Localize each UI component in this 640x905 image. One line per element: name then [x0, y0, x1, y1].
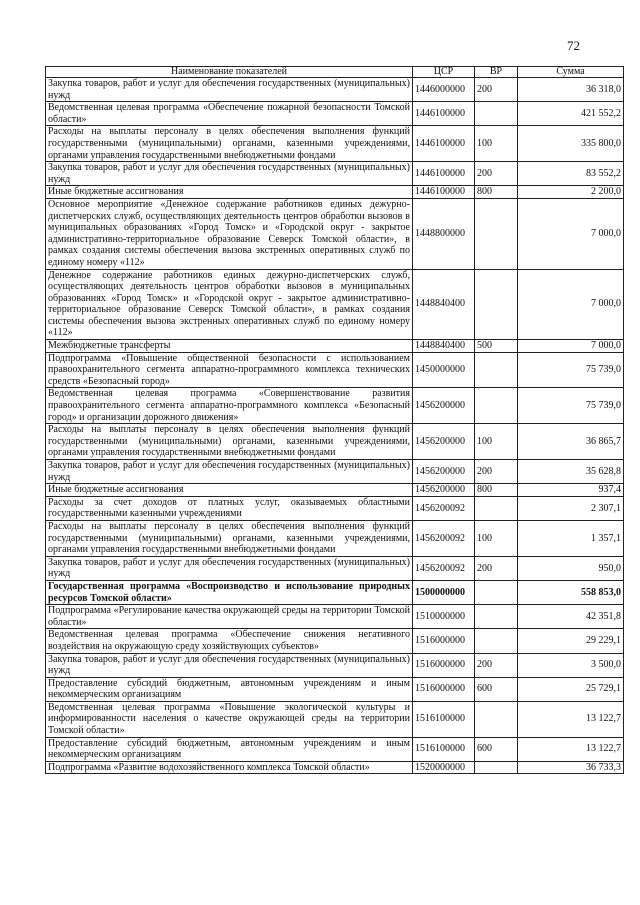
table-row	[46, 102, 624, 126]
vr-cell	[475, 352, 518, 388]
vr-cell: 600	[475, 737, 518, 761]
vr-cell	[475, 605, 518, 629]
name-cell: Предоставление субсидий бюджетным, автономным учреждениям и иным некоммерческим организациям	[46, 677, 413, 701]
table-row	[46, 496, 624, 520]
sum-cell: 335 800,0	[518, 126, 624, 162]
name-cell: Расходы на выплаты персоналу в целях обеспечения выполнения функций государственными (муниципальными) органами, казенными учреждениями, органами управления государственными внебюджетными фондами	[46, 520, 413, 556]
csr-cell: 1446100000	[413, 162, 475, 186]
csr-cell: 1446000000	[413, 78, 475, 102]
sum-cell: 29 229,1	[518, 629, 624, 653]
header-csr: ЦСР	[413, 67, 475, 78]
vr-cell: 800	[475, 484, 518, 497]
name-cell: Подпрограмма «Повышение общественной безопасности с использованием правоохранительного сегмента аппаратно-программного комплекса технических средств «Безопасный город»	[46, 352, 413, 388]
vr-cell	[475, 580, 518, 604]
header-name: Наименование показателей	[46, 67, 413, 78]
sum-cell: 42 351,8	[518, 605, 624, 629]
sum-cell: 2 200,0	[518, 186, 624, 199]
sum-cell: 7 000,0	[518, 269, 624, 340]
sum-cell: 950,0	[518, 556, 624, 580]
name-cell: Закупка товаров, работ и услуг для обеспечения государственных (муниципальных) нужд	[46, 162, 413, 186]
sum-cell: 13 122,7	[518, 737, 624, 761]
name-cell: Подпрограмма «Регулирование качества окружающей среды на территории Томской области»	[46, 605, 413, 629]
vr-cell: 500	[475, 340, 518, 353]
csr-cell: 1446100000	[413, 102, 475, 126]
header-sum: Сумма	[518, 67, 624, 78]
vr-cell: 100	[475, 520, 518, 556]
table-row	[46, 186, 624, 199]
table-row	[46, 340, 624, 353]
name-cell: Расходы на выплаты персоналу в целях обеспечения выполнения функций государственными (муниципальными) органами, казенными учреждениями, органами управления государственными внебюджетными фондами	[46, 424, 413, 460]
name-cell: Иные бюджетные ассигнования	[46, 186, 413, 199]
vr-cell	[475, 102, 518, 126]
vr-cell: 200	[475, 653, 518, 677]
csr-cell: 1500000000	[413, 580, 475, 604]
table-row	[46, 761, 624, 774]
sum-cell: 421 552,2	[518, 102, 624, 126]
table-row	[46, 701, 624, 737]
vr-cell	[475, 629, 518, 653]
name-cell: Ведомственная целевая программа «Обеспечение пожарной безопасности Томской области»	[46, 102, 413, 126]
csr-cell: 1450000000	[413, 352, 475, 388]
csr-cell: 1456200092	[413, 520, 475, 556]
table-row	[46, 269, 624, 340]
csr-cell: 1516000000	[413, 629, 475, 653]
page-number: 72	[567, 38, 580, 53]
header-vr: ВР	[475, 67, 518, 78]
table-header-row	[46, 67, 624, 78]
csr-cell: 1456200000	[413, 388, 475, 424]
name-cell: Закупка товаров, работ и услуг для обеспечения государственных (муниципальных) нужд	[46, 556, 413, 580]
vr-cell: 100	[475, 424, 518, 460]
budget-table	[45, 66, 624, 774]
name-cell: Расходы за счет доходов от платных услуг, оказываемых областными государственными казенными учреждениями	[46, 496, 413, 520]
vr-cell: 200	[475, 162, 518, 186]
csr-cell: 1448840400	[413, 269, 475, 340]
name-cell: Предоставление субсидий бюджетным, автономным учреждениям и иным некоммерческим организациям	[46, 737, 413, 761]
csr-cell: 1456200092	[413, 556, 475, 580]
csr-cell: 1456200000	[413, 424, 475, 460]
sum-cell: 36 318,0	[518, 78, 624, 102]
table-row	[46, 126, 624, 162]
csr-cell: 1446100000	[413, 186, 475, 199]
sum-cell: 7 000,0	[518, 340, 624, 353]
sum-cell: 937,4	[518, 484, 624, 497]
table-row	[46, 484, 624, 497]
vr-cell	[475, 198, 518, 269]
name-cell: Подпрограмма «Развитие водохозяйственного комплекса Томской области»	[46, 761, 413, 774]
vr-cell	[475, 496, 518, 520]
name-cell: Государственная программа «Воспроизводство и использование природных ресурсов Томской области»	[46, 580, 413, 604]
table-row	[46, 580, 624, 604]
sum-cell: 75 739,0	[518, 388, 624, 424]
name-cell: Закупка товаров, работ и услуг для обеспечения государственных (муниципальных) нужд	[46, 653, 413, 677]
name-cell: Основное мероприятие «Денежное содержание работников единых дежурно-диспетчерских служб, осуществляющих деятельность центров обработки вызовов в муниципальных образованиях «Город Томск» и «Городской округ - закрытое административно-территориальное образование Северск Томской области», в рамках создания системы обеспечения вызова экстренных оперативных служб по единому номеру «112»	[46, 198, 413, 269]
name-cell: Иные бюджетные ассигнования	[46, 484, 413, 497]
sum-cell: 25 729,1	[518, 677, 624, 701]
csr-cell: 1520000000	[413, 761, 475, 774]
vr-cell: 200	[475, 556, 518, 580]
csr-cell: 1516100000	[413, 737, 475, 761]
csr-cell: 1456200000	[413, 484, 475, 497]
name-cell: Закупка товаров, работ и услуг для обеспечения государственных (муниципальных) нужд	[46, 78, 413, 102]
table-row	[46, 737, 624, 761]
table-row	[46, 424, 624, 460]
name-cell: Ведомственная целевая программа «Повышение экологической культуры и информированности населения о качестве окружающей среды на территории Томской области»	[46, 701, 413, 737]
sum-cell: 2 307,1	[518, 496, 624, 520]
sum-cell: 36 733,3	[518, 761, 624, 774]
table-row	[46, 162, 624, 186]
csr-cell: 1448840400	[413, 340, 475, 353]
table-row	[46, 629, 624, 653]
csr-cell: 1510000000	[413, 605, 475, 629]
table-row	[46, 198, 624, 269]
csr-cell: 1446100000	[413, 126, 475, 162]
table-row	[46, 677, 624, 701]
table-row	[46, 388, 624, 424]
csr-cell: 1448800000	[413, 198, 475, 269]
name-cell: Расходы на выплаты персоналу в целях обеспечения выполнения функций государственными (муниципальными) органами, казенными учреждениями, органами управления государственными внебюджетными фондами	[46, 126, 413, 162]
name-cell: Закупка товаров, работ и услуг для обеспечения государственных (муниципальных) нужд	[46, 460, 413, 484]
sum-cell: 1 357,1	[518, 520, 624, 556]
vr-cell: 200	[475, 460, 518, 484]
table-row	[46, 78, 624, 102]
csr-cell: 1456200000	[413, 460, 475, 484]
name-cell: Денежное содержание работников единых дежурно-диспетчерских служб, осуществляющих деятельность центров обработки вызовов в муниципальных образованиях «Город Томск» и «Городской округ - закрытое административно-территориальное образование Северск Томской области», в рамках создания системы обеспечения вызова экстренных оперативных служб по единому номеру «112»	[46, 269, 413, 340]
vr-cell	[475, 388, 518, 424]
sum-cell: 75 739,0	[518, 352, 624, 388]
name-cell: Межбюджетные трансферты	[46, 340, 413, 353]
name-cell: Ведомственная целевая программа «Обеспечение снижения негативного воздействия на окружающую среду хозяйствующих субъектов»	[46, 629, 413, 653]
sum-cell: 36 865,7	[518, 424, 624, 460]
sum-cell: 13 122,7	[518, 701, 624, 737]
vr-cell	[475, 761, 518, 774]
csr-cell: 1456200092	[413, 496, 475, 520]
sum-cell: 83 552,2	[518, 162, 624, 186]
vr-cell: 200	[475, 78, 518, 102]
sum-cell: 7 000,0	[518, 198, 624, 269]
sum-cell: 558 853,0	[518, 580, 624, 604]
vr-cell	[475, 701, 518, 737]
vr-cell: 600	[475, 677, 518, 701]
vr-cell: 100	[475, 126, 518, 162]
table-row	[46, 605, 624, 629]
sum-cell: 35 628,8	[518, 460, 624, 484]
table-row	[46, 520, 624, 556]
table-row	[46, 653, 624, 677]
vr-cell: 800	[475, 186, 518, 199]
table-row	[46, 352, 624, 388]
name-cell: Ведомственная целевая программа «Совершенствование развития правоохранительного сегмента аппаратно-программного комплекса «Безопасный город» и организации дорожного движения»	[46, 388, 413, 424]
table-row	[46, 556, 624, 580]
table-row	[46, 460, 624, 484]
csr-cell: 1516000000	[413, 677, 475, 701]
vr-cell	[475, 269, 518, 340]
table-body	[46, 78, 624, 774]
csr-cell: 1516100000	[413, 701, 475, 737]
sum-cell: 3 500,0	[518, 653, 624, 677]
csr-cell: 1516000000	[413, 653, 475, 677]
